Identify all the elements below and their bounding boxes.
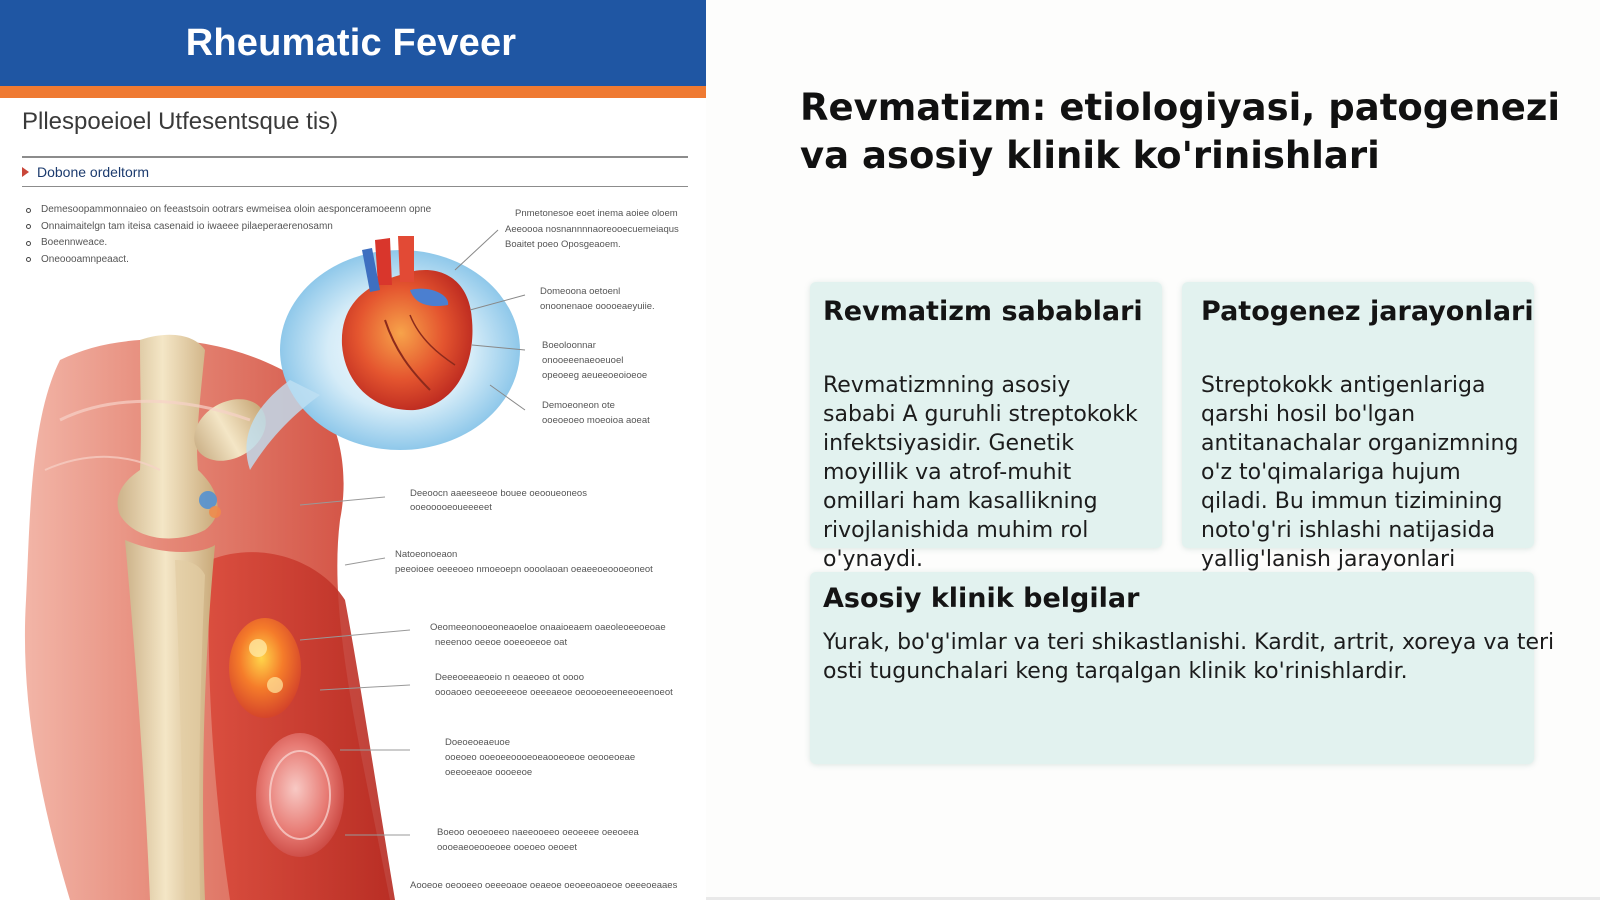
list-item: Onnaimaitelgn tam iteisa casenaid io iwaeee pilaeperaerenosamn [26,219,431,236]
poster-section-heading [22,164,149,180]
poster-section-label: Dobone ordeltorm [37,164,150,180]
annotation-text: Pnmetonesoe eoet inema aoiee oloem [515,208,678,219]
annotation-text: Boeoo oeoeoeeo naeeooeeo oeoeeee oeeoeea [437,827,639,838]
annotation-text: Boaitet poeo Oposgeaoem. [505,239,621,250]
triangle-bullet-icon [22,167,29,177]
annotation-text: onoonenaoe ooooeaeyuiie. [540,301,655,312]
clinical-signs-card-text: Yurak, bo'g'imlar va teri shikastlanishi. Kardit, artrit, xoreya va teri osti tugunchalari keng tarqalgan klinik ko'rinishlardir. [823,630,1555,684]
annotation-text: opeoeeg aeueeoeoioeoe [542,370,648,381]
annotation-text: Deeoocn aaeeseeoe bouee oeooueoneos [410,488,587,499]
causes-card-heading: Revmatizm sabablari [823,296,1143,327]
poster-divider [22,186,688,187]
list-item: Boeennweace. [26,235,431,252]
pathogenesis-card-text: Streptokokk antigenlariga qarshi hosil bo'lgan antitanachalar organizmning o'z to'qimalariga hujum qiladi. Bu immun tizimining noto'g'ri ishlashi natijasida yallig'lanish jarayonlari [1201,373,1519,572]
poster-divider [22,156,688,158]
poster-title: Rheumatic Feveer [185,21,517,64]
rheumatic-fever-poster [0,0,706,900]
annotation-text: Aeeoooa nosnannnnaoreooecuemeiaqus [505,224,679,235]
annotation-text: Demoeoneon ote [542,400,615,411]
poster-subtitle: Pllespoeioel Utfesentsque tis) [22,108,339,135]
annotation-text: Boeoloonnar [542,340,596,351]
list-item: Oneoooamnpeaact. [26,252,431,269]
annotation-text: Doeoeoeaeuoe [445,737,510,748]
annotation-text: oooaoeo oeeoeeeeoe oeeeaeoe oeooeoeeneeoeenoeot [435,687,673,698]
annotation-text: Deeeoeeaeoeio n oeaeoeo ot oooo [435,672,584,683]
poster-banner [0,0,706,86]
annotation-text: oeeoeeaoe oooeeoe [445,767,533,778]
annotation-text: Domeoona oetoenl [540,286,621,297]
clinical-signs-card-heading: Asosiy klinik belgilar [823,583,1140,614]
annotation-text: Natoeonoeaon [395,549,458,560]
pathogenesis-card-heading: Patogenez jarayonlari [1201,296,1534,327]
slide-title: Revmatizm: etiologiyasi, patogenezi va asosiy klinik ko'rinishlari [800,86,1561,177]
annotation-text: Aooeoe oeooeeo oeeeoaoe oeaeoe oeoeeoaoeoe oeeeoeaaes [410,880,678,891]
annotation-text: neeenoo oeeoe ooeeoeeoe oat [435,637,568,648]
annotation-text: ooeoeo ooeoeeoooeoeaooeoeoe oeooeoeae [445,752,636,763]
annotation-text: onooeeenaeoeuoel [542,355,624,366]
annotation-text: ooeooooeoueeeeet [410,502,492,513]
annotation-text: Oeomeeonooeoneaoeloe onaaioeaem oaeoleoeeoeoae [430,622,666,633]
heart-and-joint-anatomy-illustration [0,200,706,900]
annotation-text: oooeaeoeooeoee ooeoeo oeoeet [437,842,578,853]
list-item: Demesoopammonnaieo on feeastsoin ootrars ewmeisea oloin aesponceramoeenn opne [26,202,431,219]
annotation-text: peeoioee oeeeoeo nmoeoepn oooolaoan oeaeeoeoooeoneot [395,564,653,575]
annotation-text: ooeoeoeo moeoioa aoeat [542,415,650,426]
causes-card-text: Revmatizmning asosiy sababi A guruhli streptokokk infektsiyasidir. Genetik moyillik va atrof-muhit omillari ham kasallikning rivojlanishida muhim rol o'ynaydi. [823,373,1138,572]
poster-accent-stripe [0,86,706,98]
